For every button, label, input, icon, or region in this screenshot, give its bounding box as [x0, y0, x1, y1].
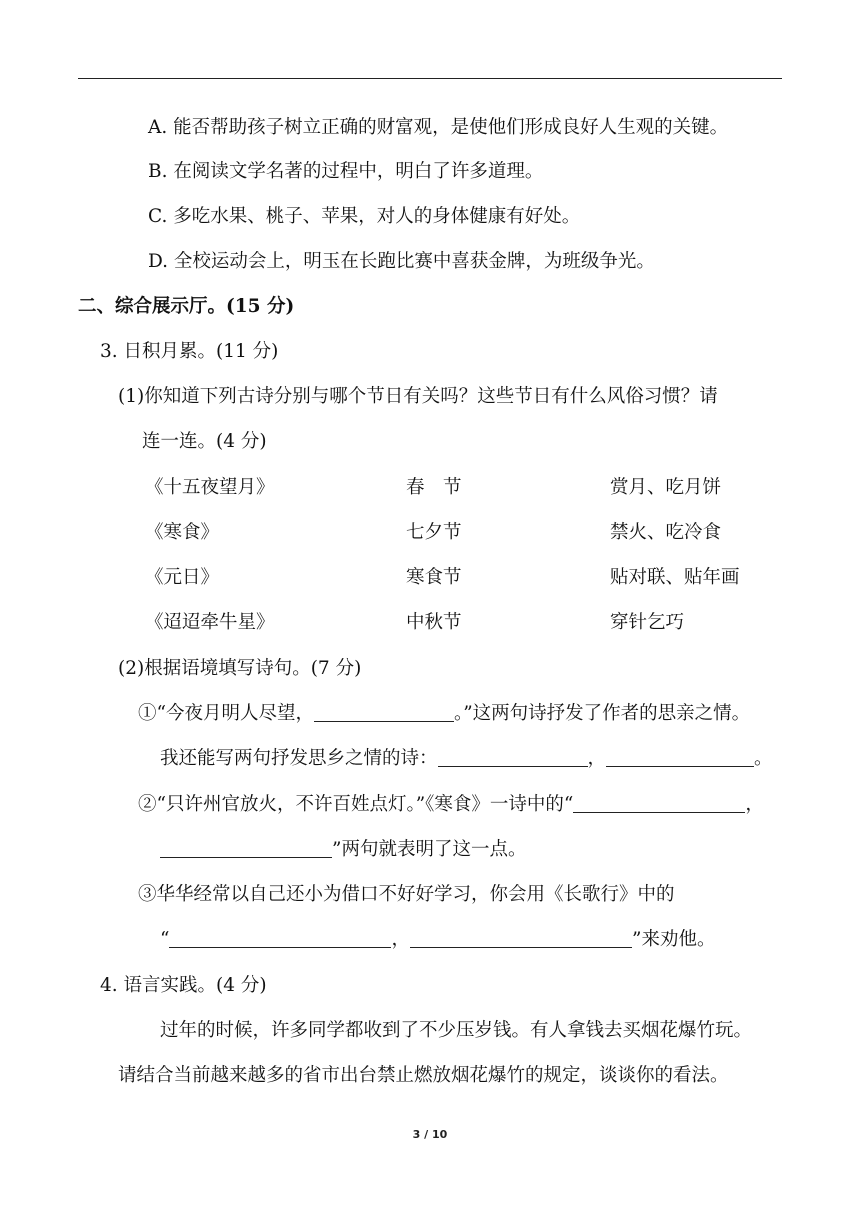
item-1-text-a: ①“今夜月明人尽望，: [138, 703, 314, 724]
festival-cell: 七夕节: [406, 522, 462, 543]
header-rule: [78, 78, 782, 79]
question-3-1-prompt-cont: 连一连。(4 分): [142, 431, 267, 452]
custom-cell: 贴对联、贴年画: [610, 567, 740, 588]
answer-blank[interactable]: [606, 748, 754, 767]
item-3-text-b: “: [160, 929, 170, 950]
answer-blank[interactable]: [573, 794, 745, 813]
item-2-line-2: [160, 838, 526, 862]
answer-blank[interactable]: [169, 929, 391, 948]
question-4-paragraph-line-1: 过年的时候，许多同学都收到了不少压岁钱。有人拿钱去买烟花爆竹玩。: [160, 1020, 753, 1041]
item-2-text-a: ②“只许州官放火，不许百姓点灯。”《寒食》一诗中的“: [138, 794, 574, 815]
question-3-title: 3. 日积月累。(11 分): [100, 341, 279, 362]
item-2-text-c: ”两句就表明了这一点。: [332, 839, 527, 860]
item-2-text-b: ，: [745, 794, 764, 815]
question-3-1-prompt: (1)你知道下列古诗分别与哪个节日有关吗？这些节日有什么风俗习惯？请: [118, 386, 718, 407]
answer-blank[interactable]: [314, 703, 454, 722]
choice-a: A. 能否帮助孩子树立正确的财富观，是使他们形成良好人生观的关键。: [148, 117, 729, 138]
item-1-text-e: 。: [754, 748, 773, 769]
answer-blank[interactable]: [410, 929, 632, 948]
festival-cell: 寒食节: [406, 567, 462, 588]
page-number: 3 / 10: [412, 1128, 448, 1141]
section-2-title: 二、综合展示厅。(15 分): [78, 296, 295, 317]
choice-b: B. 在阅读文学名著的过程中，明白了许多道理。: [148, 161, 544, 182]
festival-cell: 中秋节: [406, 612, 462, 633]
custom-cell: 赏月、吃月饼: [610, 477, 722, 498]
item-3-line-1: [138, 883, 675, 907]
item-1-line-2: [160, 747, 773, 771]
custom-cell: 禁火、吃冷食: [610, 522, 722, 543]
item-2-line-1: [138, 793, 764, 817]
item-3-text-d: ”来劝他。: [631, 929, 716, 950]
question-4-title: 4. 语言实践。(4 分): [100, 975, 267, 996]
poem-cell: 《迢迢牵牛星》: [145, 612, 275, 633]
item-1-text-d: ，: [587, 748, 607, 769]
answer-blank[interactable]: [160, 839, 332, 858]
question-4-paragraph-line-2: 请结合当前越来越多的省市出台禁止燃放烟花爆竹的规定，谈谈你的看法。: [118, 1065, 729, 1086]
poem-cell: 《寒食》: [145, 522, 220, 543]
choice-c: C. 多吃水果、桃子、苹果，对人的身体健康有好处。: [148, 206, 581, 227]
poem-cell: 《元日》: [145, 567, 220, 588]
choice-d: D. 全校运动会上，明玉在长跑比赛中喜获金牌，为班级争光。: [148, 251, 655, 272]
item-1-line-1: [138, 702, 750, 726]
item-3-text-c: ，: [391, 929, 410, 950]
poem-cell: 《十五夜望月》: [145, 477, 275, 498]
custom-cell: 穿针乞巧: [610, 612, 685, 633]
item-3-line-2: [160, 928, 715, 952]
item-3-text-a: ③华华经常以自己还小为借口不好好学习，你会用《长歌行》中的: [138, 884, 675, 905]
festival-cell: 春 节: [406, 477, 462, 498]
item-1-text-b: 。”这两句诗抒发了作者的思亲之情。: [453, 703, 751, 724]
answer-blank[interactable]: [438, 748, 588, 767]
question-3-2-title: (2)根据语境填写诗句。(7 分): [118, 658, 362, 679]
item-1-text-c: 我还能写两句抒发思乡之情的诗：: [160, 748, 438, 769]
